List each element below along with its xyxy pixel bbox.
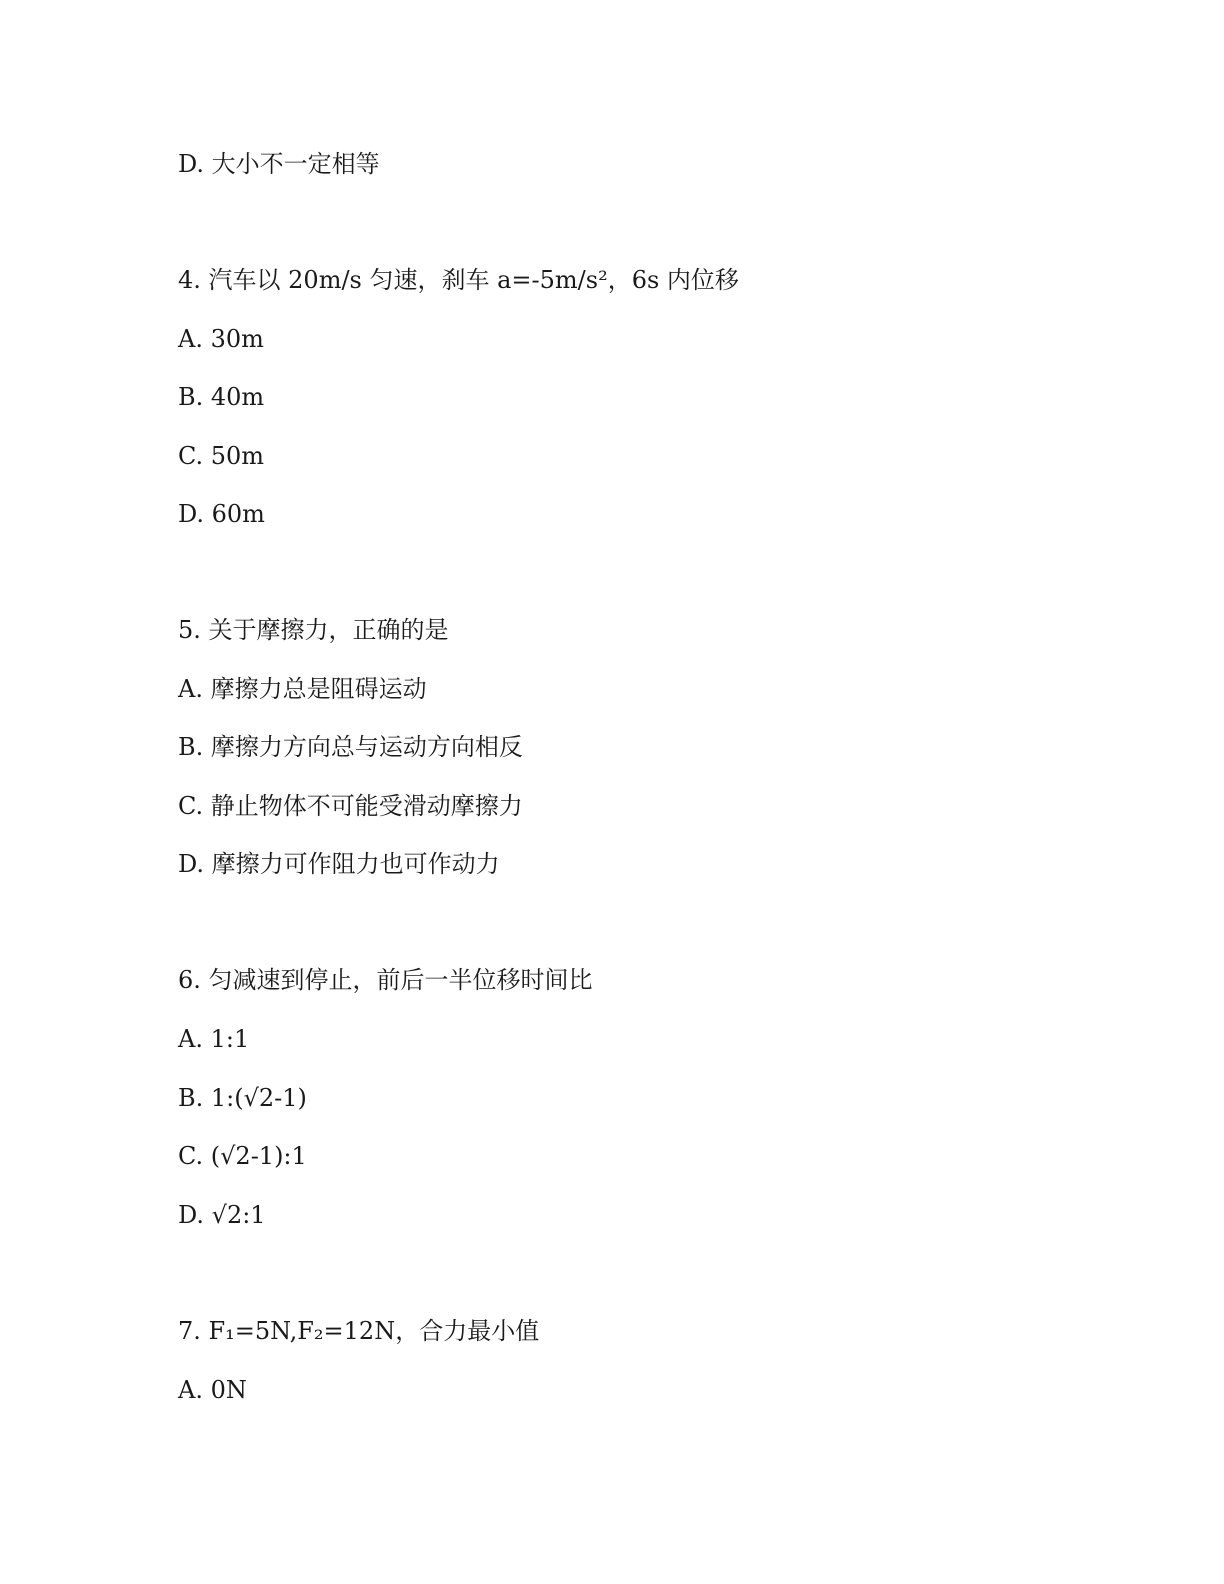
q6-option-b: B. 1:(√2-1) [178,1084,307,1112]
q4-option-a: A. 30m [178,325,264,353]
q6-option-c: C. (√2-1):1 [178,1142,307,1170]
q4-question: 4. 汽车以 20m/s 匀速，刹车 a=-5m/s²，6s 内位移 [178,266,739,294]
q4-option-d: D. 60m [178,500,265,528]
q4-option-b: B. 40m [178,383,265,411]
q6-option-d: D. √2:1 [178,1201,266,1229]
q4-option-c: C. 50m [178,442,265,470]
q6-question: 6. 匀减速到停止，前后一半位移时间比 [178,966,593,994]
q5-option-d: D. 摩擦力可作阻力也可作动力 [178,850,500,878]
q7-option-a: A. 0N [178,1376,247,1404]
q6-option-a: A. 1:1 [178,1025,250,1053]
q5-option-a: A. 摩擦力总是阻碍运动 [178,675,427,703]
q5-question: 5. 关于摩擦力，正确的是 [178,616,449,644]
q7-question: 7. F₁=5N,F₂=12N，合力最小值 [178,1317,540,1345]
q3-option-d: D. 大小不一定相等 [178,150,380,178]
q5-option-b: B. 摩擦力方向总与运动方向相反 [178,733,523,761]
q5-option-c: C. 静止物体不可能受滑动摩擦力 [178,792,523,820]
